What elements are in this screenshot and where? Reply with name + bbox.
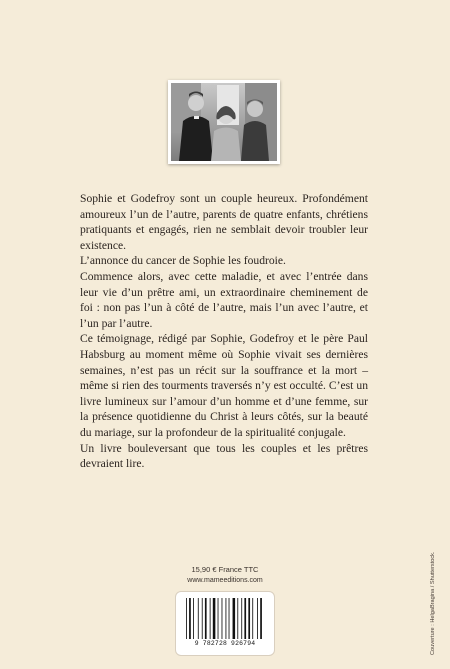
barcode bbox=[175, 591, 275, 656]
paragraph-3: Commence alors, avec cette maladie, et avec l’entrée dans leur vie d’un prêtre ami, un extraordinaire cheminement de foi : non pas l’un à côté de l’autre, mais l’un avec l’autre, et l’un par l’autre. bbox=[80, 269, 368, 330]
price-label: 15,90 € France TTC bbox=[191, 565, 259, 574]
cover-photo bbox=[168, 80, 280, 164]
website-link: www.mameeditions.com bbox=[187, 577, 263, 584]
photo-image bbox=[171, 83, 277, 161]
back-cover-text bbox=[80, 191, 368, 472]
paragraph-5: Un livre bouleversant que tous les couples et les prêtres devraient lire. bbox=[80, 441, 368, 471]
paragraph-1: Sophie et Godefroy sont un couple heureux. Profondément amoureux l’un de l’autre, parents de quatre enfants, chrétiens pratiquants et engagés, rien ne semblait devoir troubler leur existence. bbox=[80, 192, 368, 252]
cover-credit: Couverture : HelgaBragina / Shutterstock. bbox=[430, 551, 436, 655]
barcode-number: 9 782728 926794 bbox=[194, 640, 256, 647]
paragraph-2: L’annonce du cancer de Sophie les foudroie. bbox=[80, 254, 286, 268]
paragraph-4: Ce témoignage, rédigé par Sophie, Godefroy et le père Paul Habsburg au moment même où Sophie vivait ses dernières semaines, n’est pas un récit sur la souffrance et la mort – même si rien des tourments traversés n’y est occulté. C’est un livre lumineux sur l’amour d’un homme et d’une femme, sur la présence quotidienne du Christ à leurs côtés, sur la beauté du mariage, sur la profondeur de la spiritualité conjugale. bbox=[80, 332, 368, 439]
barcode-bars bbox=[186, 598, 264, 639]
